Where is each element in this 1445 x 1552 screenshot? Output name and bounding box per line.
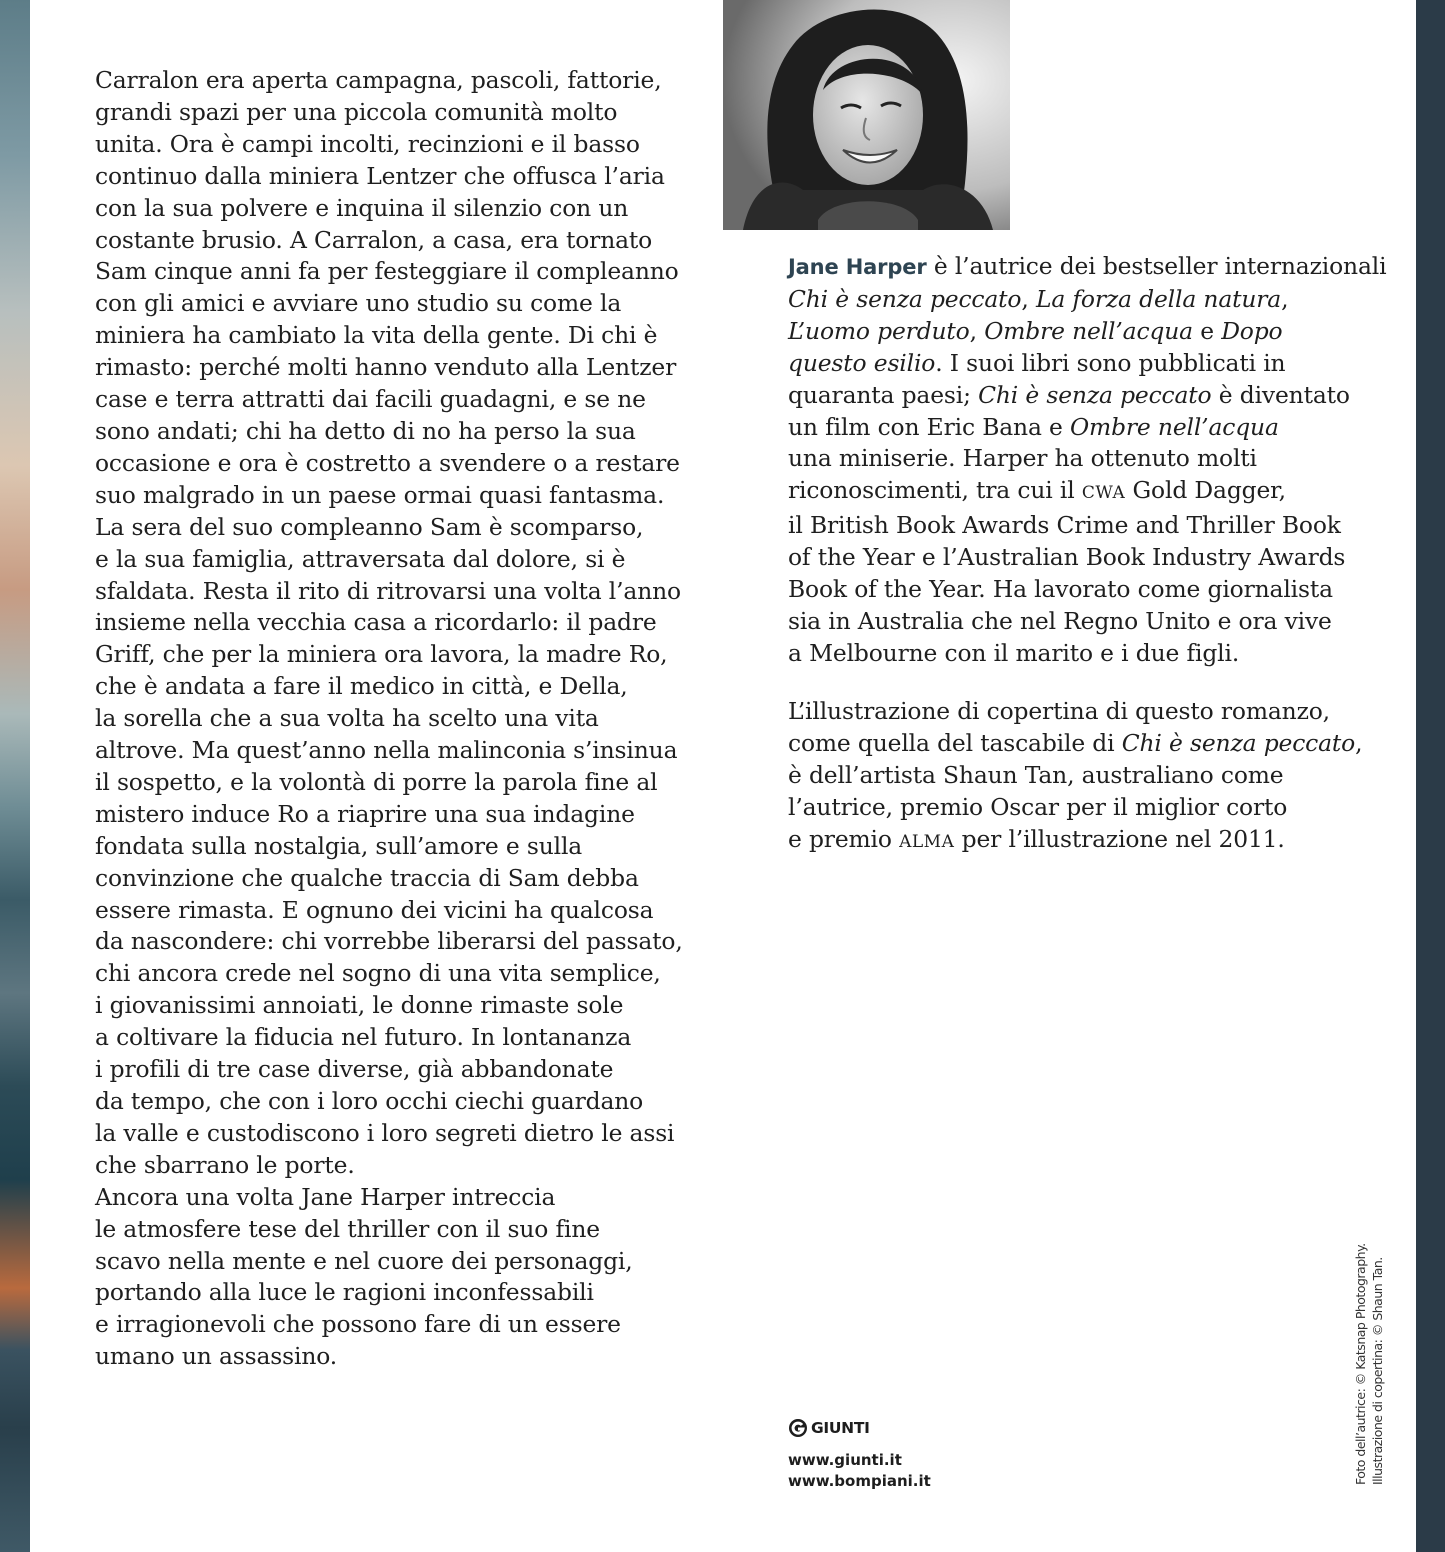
- synopsis-line: le atmosfere tese del thriller con il suo fine: [95, 1214, 600, 1243]
- spine-edge-band: [1416, 0, 1445, 1552]
- synopsis-line: continuo dalla miniera Lentzer che offusca l’aria: [95, 161, 665, 190]
- synopsis-line: da tempo, che con i loro occhi ciechi guardano: [95, 1087, 644, 1115]
- synopsis-line: la sorella che a sua volta ha scelto una vita: [95, 704, 599, 733]
- book-title: Ombre nell’acqua: [1070, 412, 1279, 441]
- illustration-note: L’illustrazione di copertina di questo romanzo, come quella del tascabile di Chi è senza peccato, è dell’artista Shaun Tan, australiano come l’autrice, premio Oscar per il miglior corto e premio ALMA per l’illustrazione nel 2011.: [788, 697, 1363, 853]
- synopsis-line: Griff, che per la miniera ora lavora, la madre Ro,: [95, 640, 668, 669]
- author-bio: Jane Harper è l’autrice dei bestseller internazionali Chi è senza peccato, La forza della natura, L’uomo perduto, Ombre nell’acqua e Dopo questo esilio. I suoi libri sono pubblicati in quaranta paesi; Chi è senza peccato è diventato un film con Eric Bana e Ombre nell’acqua una miniserie. Harper ha ottenuto molti riconoscimenti, tra cui il CWA Gold Dagger, il British Book Awards Crime and Thriller Book of the Year e l’Australian Book Industry Awards Book of the Year. Ha lavorato come giornalista sia in Australia che nel Regno Unito e ora vive a Melbourne con il marito e i due figli.: [788, 252, 1387, 667]
- synopsis-line: umano un assassino.: [95, 1342, 338, 1371]
- synopsis-line: scavo nella mente e nel cuore dei personaggi,: [95, 1246, 633, 1275]
- synopsis-line: suo malgrado in un paese ormai quasi fantasma.: [95, 480, 665, 509]
- synopsis-line: grandi spazi per una piccola comunità molto: [95, 97, 618, 126]
- synopsis-text: [95, 65, 683, 1373]
- book-title: questo esilio: [788, 348, 936, 377]
- publisher-name: GIUNTI: [811, 1419, 870, 1437]
- synopsis-line: i profili di tre case diverse, già abbandonate: [95, 1055, 614, 1084]
- synopsis-line: il sospetto, e la volontà di porre la parola fine al: [95, 767, 658, 796]
- book-title: Chi è senza peccato: [1121, 728, 1356, 757]
- synopsis-line: unita. Ora è campi incolti, recinzioni e il basso: [95, 129, 640, 158]
- synopsis-line: a coltivare la fiducia nel futuro. In lontananza: [95, 1023, 632, 1052]
- cover-art-strip: [0, 0, 30, 1552]
- synopsis-line: miniera ha cambiato la vita della gente. Di chi è: [95, 321, 658, 350]
- synopsis-line: Sam cinque anni fa per festeggiare il compleanno: [95, 257, 679, 286]
- synopsis-line: che è andata a fare il medico in città, e Della,: [95, 672, 628, 701]
- synopsis-line: rimasto: perché molti hanno venduto alla Lentzer: [95, 353, 677, 382]
- book-title: Chi è senza peccato: [788, 284, 1022, 313]
- book-title: Chi è senza peccato: [978, 380, 1212, 409]
- synopsis-line: e irragionevoli che possono fare di un essere: [95, 1310, 621, 1339]
- synopsis-line: che sbarrano le porte.: [95, 1150, 355, 1179]
- giunti-logo-icon: [788, 1418, 808, 1438]
- synopsis-line: La sera del suo compleanno Sam è scomparso,: [95, 512, 644, 541]
- book-title: Dopo: [1221, 316, 1283, 345]
- synopsis-line: sfaldata. Resta il rito di ritrovarsi una volta l’anno: [95, 576, 681, 605]
- synopsis-line: portando alla luce le ragioni inconfessabili: [95, 1278, 594, 1307]
- publisher-logo: [788, 1415, 870, 1441]
- synopsis-line: la valle e custodiscono i loro segreti dietro le assi: [95, 1118, 675, 1147]
- credit-line: Foto dell’autrice: © Katsnap Photography.: [1353, 1243, 1368, 1485]
- book-title: Ombre nell’acqua: [984, 316, 1193, 345]
- synopsis-line: altrove. Ma quest’anno nella malinconia s’insinua: [95, 736, 678, 765]
- synopsis-line: Ancora una volta Jane Harper intreccia: [95, 1182, 556, 1211]
- author-name: Jane Harper: [788, 255, 927, 279]
- book-title: La forza della natura: [1035, 284, 1282, 313]
- synopsis-line: costante brusio. A Carralon, a casa, era tornato: [95, 225, 653, 254]
- website-link[interactable]: www.bompiani.it: [788, 1472, 931, 1490]
- synopsis-line: sono andati; chi ha detto di no ha perso la sua: [95, 416, 636, 445]
- publisher-websites: [788, 1450, 931, 1492]
- synopsis-line: con gli amici e avviare uno studio su come la: [95, 289, 622, 318]
- synopsis-line: mistero induce Ro a riaprire una sua indagine: [95, 799, 635, 828]
- synopsis-line: fondata sulla nostalgia, sull’amore e sulla: [95, 831, 583, 860]
- synopsis-line: i giovanissimi annoiati, le donne rimaste sole: [95, 991, 624, 1020]
- author-photo: [723, 0, 1010, 230]
- photo-credits: [1352, 1243, 1386, 1485]
- synopsis-line: chi ancora crede nel sogno di una vita semplice,: [95, 959, 661, 988]
- synopsis-line: case e terra attratti dai facili guadagni, e se ne: [95, 385, 646, 414]
- synopsis-line: con la sua polvere e inquina il silenzio con un: [95, 193, 629, 222]
- synopsis-line: occasione e ora è costretto a svendere o a restare: [95, 448, 680, 477]
- credit-line: Illustrazione di copertina: © Shaun Tan.: [1370, 1257, 1385, 1485]
- website-link[interactable]: www.giunti.it: [788, 1451, 902, 1469]
- synopsis-line: da nascondere: chi vorrebbe liberarsi del passato,: [95, 927, 683, 956]
- synopsis-line: e la sua famiglia, attraversata dal dolore, si è: [95, 544, 626, 573]
- synopsis-line: Carralon era aperta campagna, pascoli, fattorie,: [95, 66, 662, 94]
- synopsis-line: essere rimasta. E ognuno dei vicini ha qualcosa: [95, 895, 654, 924]
- book-title: L’uomo perduto: [788, 316, 970, 345]
- synopsis-line: convinzione che qualche traccia di Sam debba: [95, 863, 639, 892]
- synopsis-line: insieme nella vecchia casa a ricordarlo: il padre: [95, 608, 657, 637]
